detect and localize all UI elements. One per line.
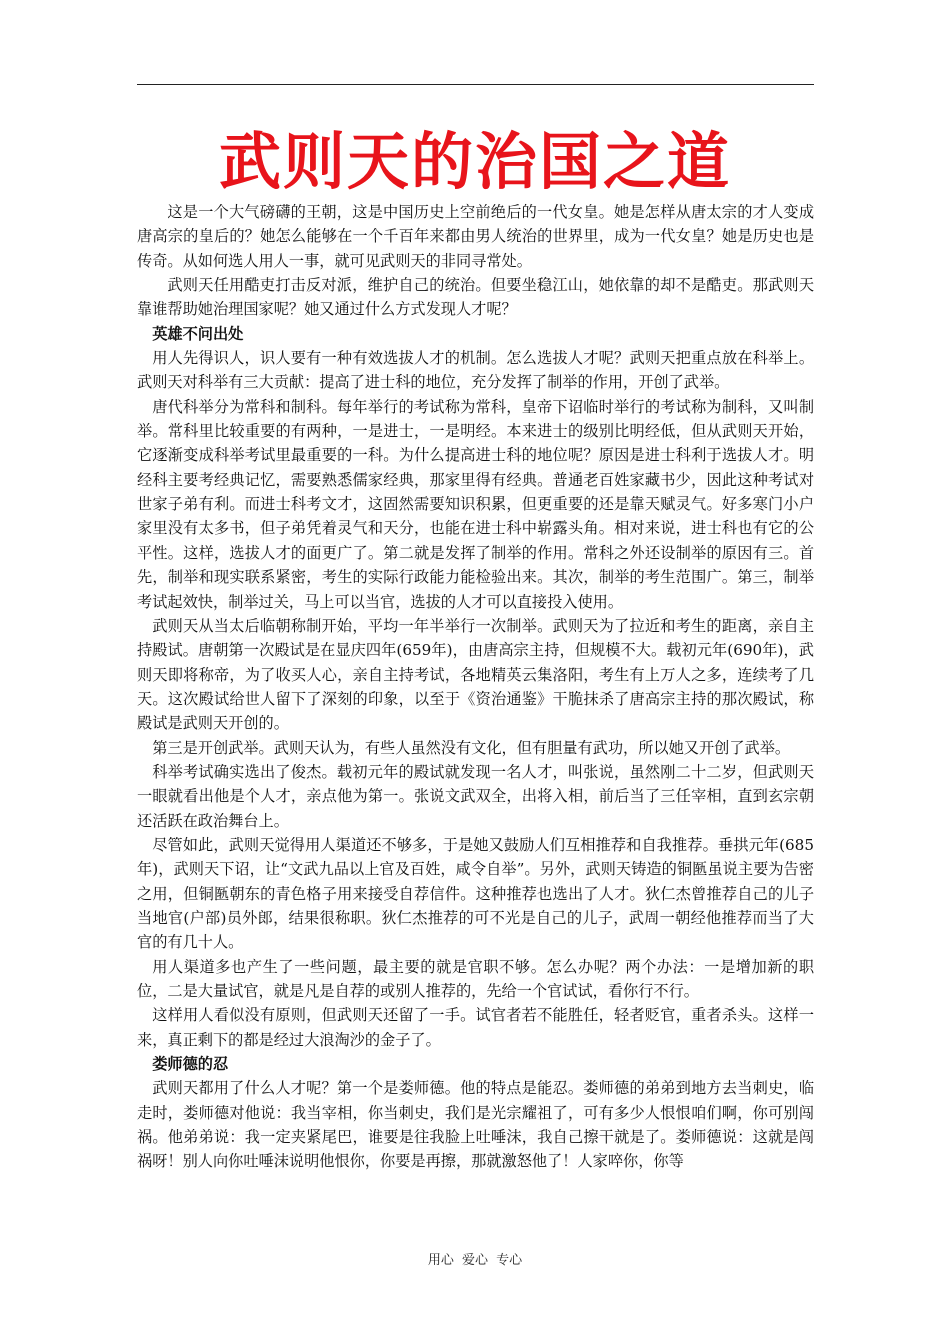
body-paragraph: 用人先得识人，识人要有一种有效选拔人才的机制。怎么选拔人才呢？武则天把重点放在科举上。武则天对科举有三大贡献：提高了进士科的地位，充分发挥了制举的作用，开创了武举。 (137, 349, 814, 392)
body-paragraph: 第三是开创武举。武则天认为，有些人虽然没有文化，但有胆量有武功，所以她又开创了武举。 (152, 738, 791, 757)
body-paragraph: 这是一个大气磅礴的王朝，这是中国历史上空前绝后的一代女皇。她是怎样从唐太宗的才人变成唐高宗的皇后的？她怎么能够在一个千百年来都由男人统治的世界里，成为一代女皇？她是历史也是传奇。从如何选人用人一事，就可见武则天的非同寻常处。 (137, 203, 814, 270)
body-paragraph: 武则天都用了什么人才呢？第一个是娄师德。他的特点是能忍。娄师德的弟弟到地方去当刺史，临走时，娄师德对他说：我当宰相，你当刺史，我们是光宗耀祖了，可有多少人恨恨咱们啊，你可别闯祸。他弟弟说：我一定夹紧尾巴，谁要是往我脸上吐唾沫，我自己擦干就是了。娄师德说：这就是闯祸呀！别人向你吐唾沫说明他恨你，你要是再擦，那就激怒他了！人家啐你，你等 (137, 1079, 814, 1171)
body-paragraph: 尽管如此，武则天觉得用人渠道还不够多，于是她又鼓励人们互相推荐和自我推荐。垂拱元年(685年)，武则天下诏，让“文武九品以上官及百姓，咸令自举”。另外，武则天铸造的铜匦虽说主要为告密之用，但铜匦朝东的青色格子用来接受自荐信件。这种推荐也选出了人才。狄仁杰曾推荐自己的儿子当地官(户部)员外郎，结果很称职。狄仁杰推荐的可不光是自己的儿子，武周一朝经他推荐而当了大官的有几十人。 (137, 835, 814, 952)
body-paragraph: 武则天从当太后临朝称制开始，平均一年半举行一次制举。武则天为了拉近和考生的距离，亲自主持殿试。唐朝第一次殿试是在显庆四年(659年)，由唐高宗主持，但规模不大。载初元年(690年)，武则天即将称帝，为了收买人心，亲自主持考试，各地精英云集洛阳，考生有上万人之多，连续考了几天。这次殿试给世人留下了深刻的印象，以至于《资治通鉴》干脆抹杀了唐高宗主持的那次殿试，称殿试是武则天开创的。 (137, 616, 814, 733)
document-body (137, 200, 814, 1174)
body-paragraph: 武则天任用酷吏打击反对派，维护自己的统治。但要坐稳江山，她依靠的却不是酷吏。那武则天靠谁帮助她治理国家呢？她又通过什么方式发现人才呢？ (137, 276, 814, 319)
body-paragraph: 科举考试确实选出了俊杰。载初元年的殿试就发现一名人才，叫张说，虽然刚二十二岁，但武则天一眼就看出他是个人才，亲点他为第一。张说文武双全，出将入相，前后当了三任宰相，直到玄宗朝还活跃在政治舞台上。 (137, 762, 814, 830)
section-heading: 娄师德的忍 (152, 1055, 229, 1074)
header-rule (137, 84, 814, 85)
body-paragraph: 这样用人看似没有原则，但武则天还留了一手。试官者若不能胜任，轻者贬官，重者杀头。这样一来，真正剩下的都是经过大浪淘沙的金子了。 (137, 1006, 814, 1049)
body-paragraph: 唐代科举分为常科和制科。每年举行的考试称为常科，皇帝下诏临时举行的考试称为制科，又叫制举。常科里比较重要的有两种，一是进士，一是明经。本来进士的级别比明经低，但从武则天开始，它逐渐变成科举考试里最重要的一科。为什么提高进士科的地位呢？原因是进士科利于选拔人才。明经科主要考经典记忆，需要熟悉儒家经典，那家里得有经典。普通老百姓家藏书少，因此这种考试对世家子弟有利。而进士科考文才，这固然需要知识积累，但更重要的还是靠天赋灵气。好多寒门小户家里没有太多书，但子弟凭着灵气和天分，也能在进士科中崭露头角。相对来说，进士科也有它的公平性。这样，选拔人才的面更广了。第二就是发挥了制举的作用。常科之外还设制举的原因有三。首先，制举和现实联系紧密，考生的实际行政能力能检验出来。其次，制举的考生范围广。第三，制举考试起效快，制举过关，马上可以当官，选拔的人才可以直接投入使用。 (137, 397, 814, 611)
section-heading: 英雄不问出处 (152, 324, 244, 343)
page-footer: 用心 爱心 专心 (427, 1253, 523, 1268)
body-paragraph: 用人渠道多也产生了一些问题，最主要的就是官职不够。怎么办呢？两个办法：一是增加新的职位，二是大量试官，就是凡是自荐的或别人推荐的，先给一个官试试，看你行不行。 (137, 957, 814, 1000)
document-title: 武则天的治国之道 (218, 125, 731, 198)
